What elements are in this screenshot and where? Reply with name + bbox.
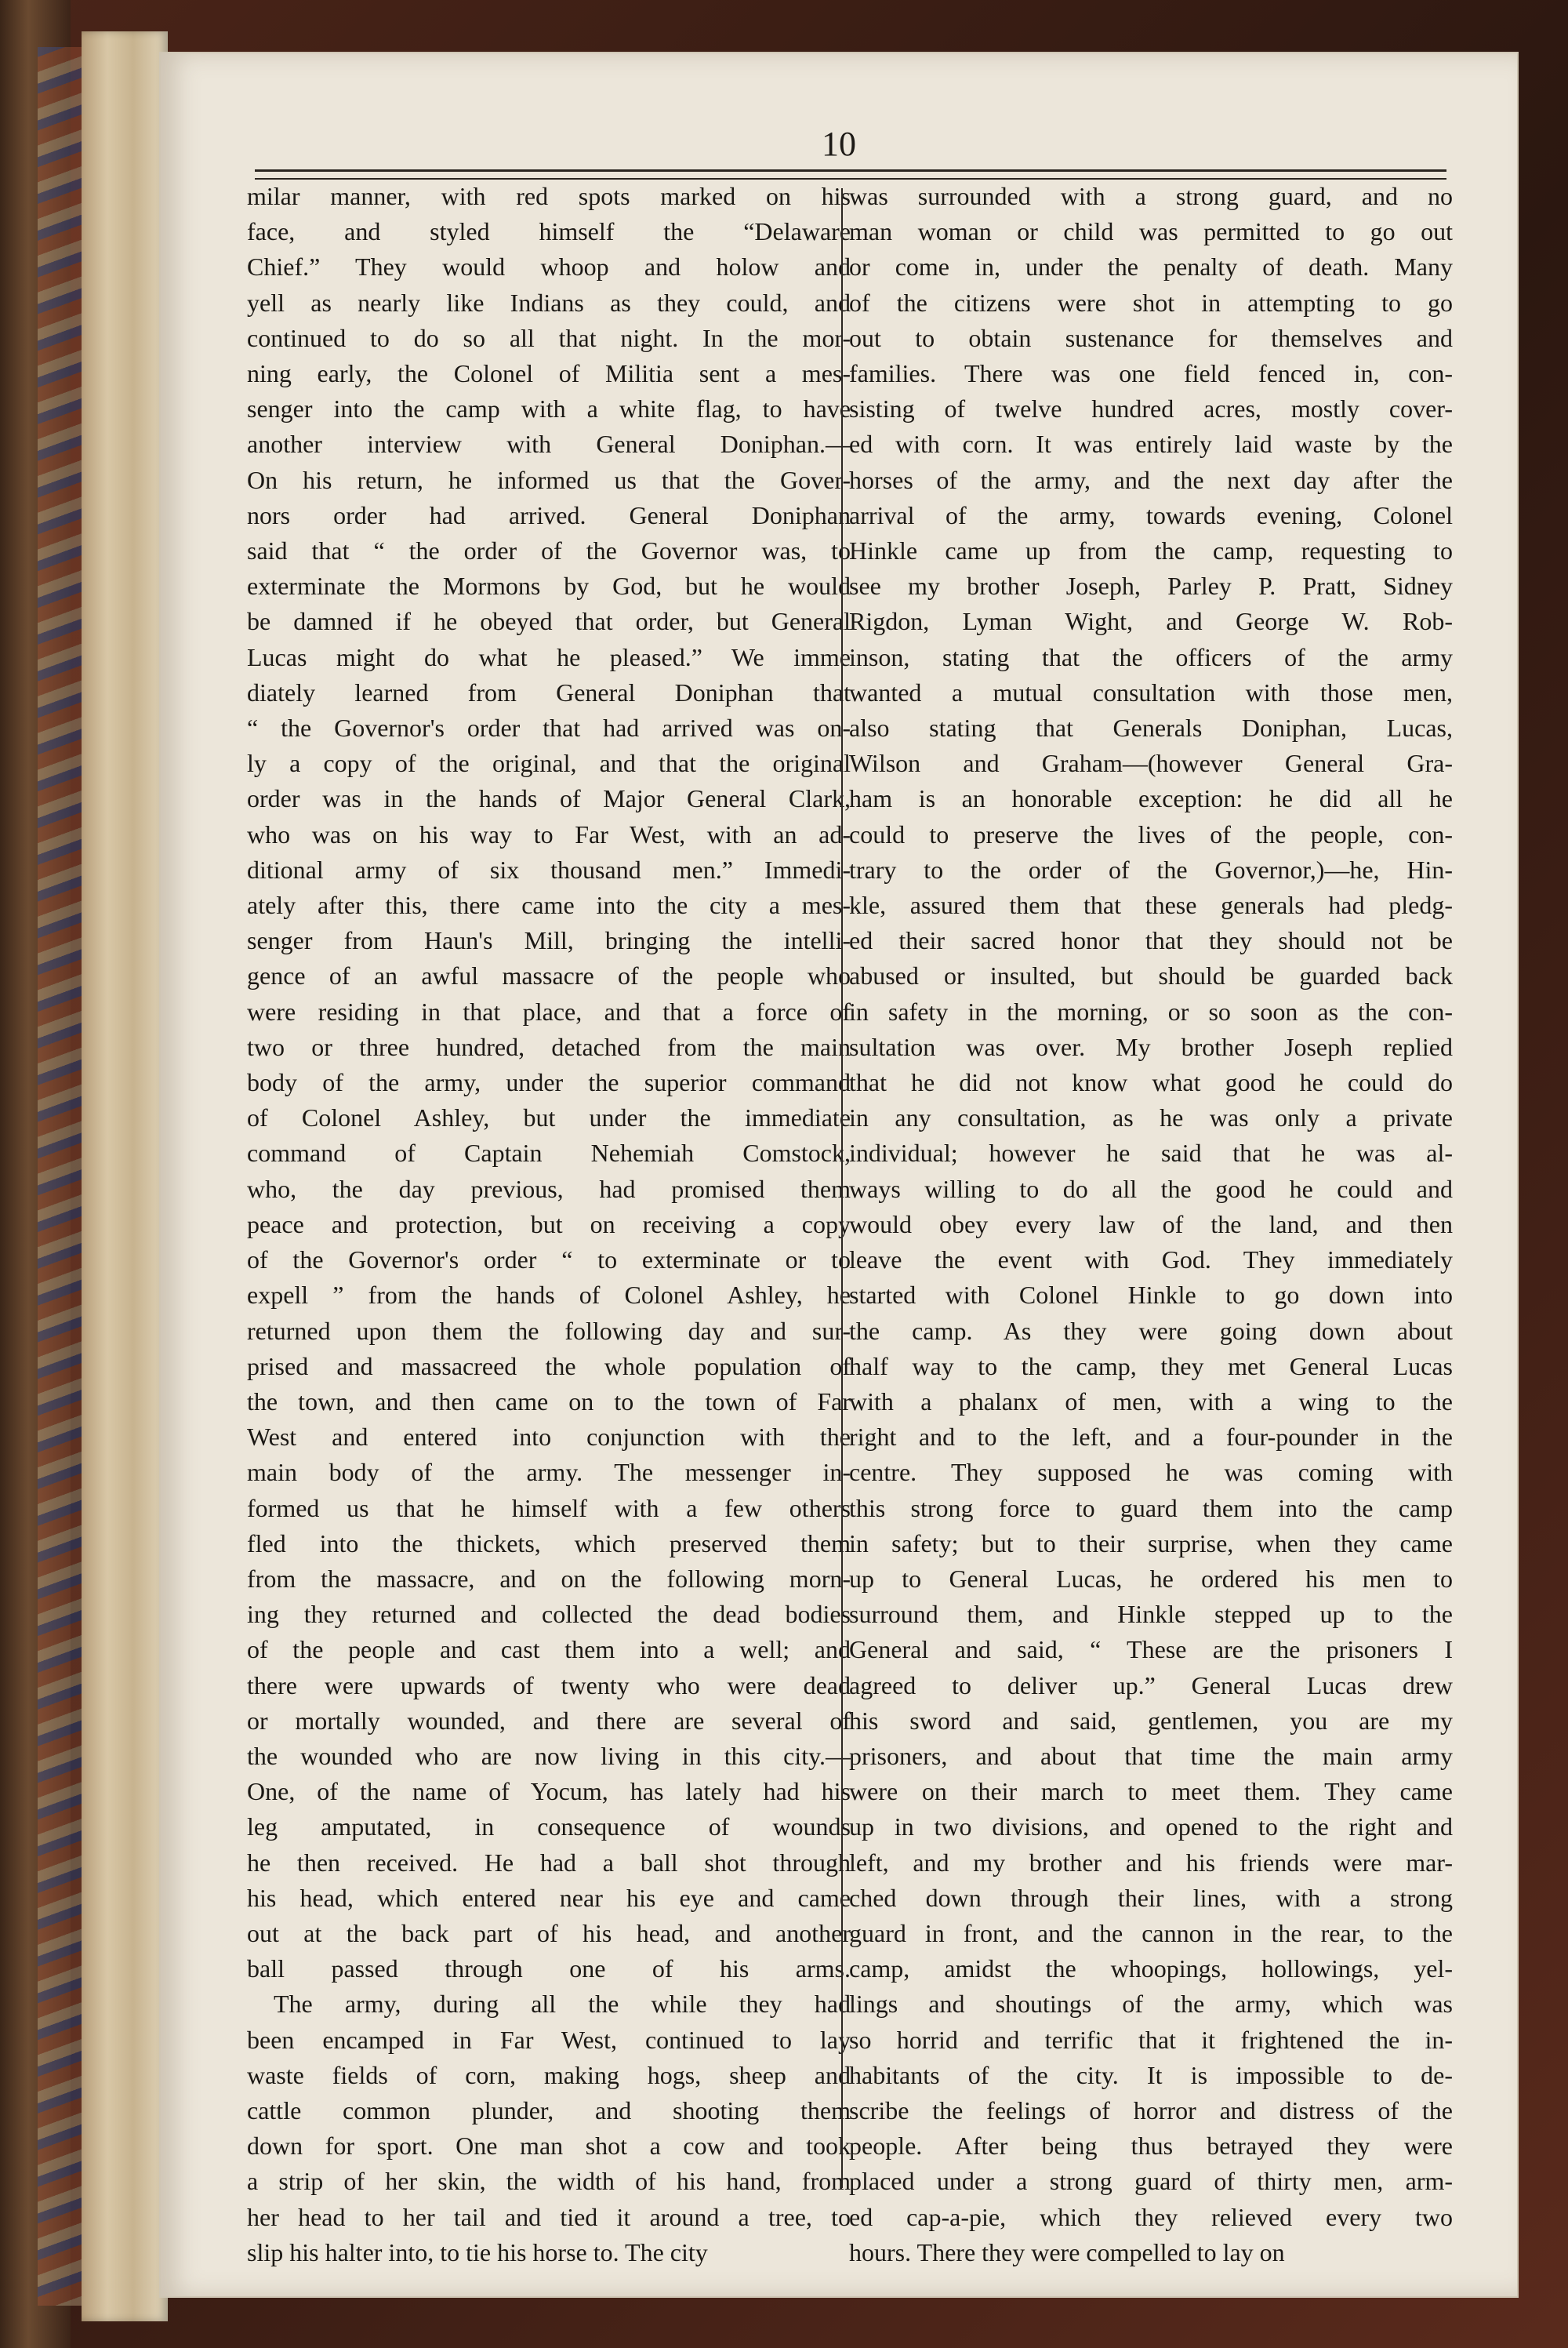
text-line: there were upwards of twenty who were dead — [247, 1670, 851, 1699]
text-line: On his return, he informed us that the Gover- — [247, 465, 851, 494]
text-line: were on their march to meet them. They came — [849, 1777, 1453, 1806]
text-line: abused or insulted, but should be guarded back — [849, 961, 1453, 990]
text-line: senger from Haun's Mill, bringing the intelli- — [247, 926, 851, 955]
text-line: would obey every law of the land, and then — [849, 1209, 1453, 1238]
text-line: out at the back part of his head, and another — [247, 1918, 851, 1947]
text-line: body of the army, under the superior command — [247, 1068, 851, 1097]
text-line: were residing in that place, and that a force of — [247, 997, 851, 1026]
text-line: of the people and cast them into a well; and — [247, 1635, 851, 1664]
text-line: families. There was one field fenced in, con- — [849, 359, 1453, 388]
text-line: the town, and then came on to the town of Far — [247, 1387, 851, 1416]
text-line: peace and protection, but on receiving a copy — [247, 1209, 851, 1238]
text-line: expell ” from the hands of Colonel Ashley, he — [247, 1281, 851, 1310]
text-line: said that “ the order of the Governor was, to — [247, 536, 851, 565]
text-line: ly a copy of the original, and that the original — [247, 749, 851, 778]
text-line: could to preserve the lives of the people, con- — [849, 820, 1453, 849]
text-line: prisoners, and about that time the main army — [849, 1741, 1453, 1770]
text-line: see my brother Joseph, Parley P. Pratt, Sidney — [849, 572, 1453, 601]
text-line: slip his halter into, to tie his horse to. The city — [247, 2237, 708, 2266]
text-line: camp, amidst the whoopings, hollowings, yel- — [849, 1954, 1453, 1983]
text-line: surround them, and Hinkle stepped up to the — [849, 1600, 1453, 1629]
text-line: ched down through their lines, with a strong — [849, 1883, 1453, 1912]
text-line: from the massacre, and on the following morn- — [247, 1564, 851, 1593]
text-line: leave the event with God. They immediately — [849, 1245, 1453, 1274]
text-line: ball passed through one of his arms. — [247, 1954, 851, 1983]
text-line: also stating that Generals Doniphan, Lucas, — [849, 714, 1453, 743]
text-line: who, the day previous, had promised them — [247, 1174, 851, 1203]
text-line: ing they returned and collected the dead bodies — [247, 1600, 851, 1629]
text-line: habitants of the city. It is impossible to de- — [849, 2060, 1453, 2089]
text-line: of the Governor's order “ to exterminate or to — [247, 1245, 851, 1274]
text-line: order was in the hands of Major General Clark, — [247, 784, 851, 813]
text-line: the camp. As they were going down about — [849, 1316, 1453, 1345]
text-line: returned upon them the following day and sur- — [247, 1316, 851, 1345]
text-line: One, of the name of Yocum, has lately had his — [247, 1777, 851, 1806]
text-line: “ the Governor's order that had arrived was on- — [247, 714, 851, 743]
text-line: fled into the thickets, which preserved them — [247, 1528, 851, 1557]
text-line: with a phalanx of men, with a wing to the — [849, 1387, 1453, 1416]
text-line: man woman or child was permitted to go out — [849, 217, 1453, 246]
text-line: trary to the order of the Governor,)—he, Hin- — [849, 855, 1453, 884]
text-line: waste fields of corn, making hogs, sheep and — [247, 2060, 851, 2089]
text-line: down for sport. One man shot a cow and took — [247, 2132, 851, 2161]
text-line: Hinkle came up from the camp, requesting to — [849, 536, 1453, 565]
text-line: been encamped in Far West, continued to lay — [247, 2025, 851, 2054]
text-line: up in two divisions, and opened to the right and — [849, 1812, 1453, 1841]
column-divider — [841, 188, 843, 2188]
text-line: hours. There they were compelled to lay on — [849, 2237, 1285, 2266]
text-line: cattle common plunder, and shooting them — [247, 2095, 851, 2124]
left-column — [247, 179, 851, 2270]
text-line: scribe the feelings of horror and distress of the — [849, 2095, 1453, 2124]
text-line: prised and massacreed the whole population of — [247, 1351, 851, 1380]
text-line: horses of the army, and the next day after the — [849, 465, 1453, 494]
text-line: General and said, “ These are the prisoners I — [849, 1635, 1453, 1664]
text-line: ed their sacred honor that they should not be — [849, 926, 1453, 955]
text-line: in safety; but to their surprise, when they came — [849, 1528, 1453, 1557]
text-line: in any consultation, as he was only a private — [849, 1103, 1453, 1132]
text-line: ham is an honorable exception: he did all he — [849, 784, 1453, 813]
text-line: arrival of the army, towards evening, Colonel — [849, 500, 1453, 529]
text-line: yell as nearly like Indians as they could, and — [247, 288, 851, 317]
text-line: or mortally wounded, and there are several of — [247, 1706, 851, 1735]
text-line: who was on his way to Far West, with an ad- — [247, 820, 851, 849]
text-line: ditional army of six thousand men.” Immedi- — [247, 855, 851, 884]
text-line: sisting of twelve hundred acres, mostly cover- — [849, 394, 1453, 423]
text-line: his head, which entered near his eye and came — [247, 1883, 851, 1912]
text-line: West and entered into conjunction with the — [247, 1423, 851, 1452]
text-line: a strip of her skin, the width of his hand, from — [247, 2167, 851, 2196]
text-line: leg amputated, in consequence of wounds — [247, 1812, 851, 1841]
text-line: of Colonel Ashley, but under the immediate — [247, 1103, 851, 1132]
text-line: The army, during all the while they had — [274, 1990, 851, 2019]
text-line: ways willing to do all the good he could and — [849, 1174, 1453, 1203]
text-line: he then received. He had a ball shot through — [247, 1848, 851, 1877]
page-edges — [82, 31, 168, 2321]
text-line: that he did not know what good he could do — [849, 1068, 1453, 1097]
book-page — [161, 53, 1517, 2296]
text-line: placed under a strong guard of thirty men, arm- — [849, 2167, 1453, 2196]
text-line: people. After being thus betrayed they were — [849, 2132, 1453, 2161]
text-line: centre. They supposed he was coming with — [849, 1458, 1453, 1487]
text-line: lings and shoutings of the army, which was — [849, 1990, 1453, 2019]
text-line: up to General Lucas, he ordered his men to — [849, 1564, 1453, 1593]
text-line: was surrounded with a strong guard, and no — [849, 182, 1453, 210]
text-line: ed with corn. It was entirely laid waste by the — [849, 430, 1453, 459]
text-line: this strong force to guard them into the camp — [849, 1493, 1453, 1522]
text-line: right and to the left, and a four-pounder in the — [849, 1423, 1453, 1452]
text-line: her head to her tail and tied it around a tree, to — [247, 2202, 851, 2231]
text-line: kle, assured them that these generals had pledg- — [849, 891, 1453, 920]
text-line: his sword and said, gentlemen, you are my — [849, 1706, 1453, 1735]
text-line: another interview with General Doniphan.— — [247, 430, 851, 459]
text-line: ning early, the Colonel of Militia sent a mes- — [247, 359, 851, 388]
text-line: be damned if he obeyed that order, but General — [247, 607, 851, 636]
text-line: Rigdon, Lyman Wight, and George W. Rob- — [849, 607, 1453, 636]
text-line: the wounded who are now living in this city.— — [247, 1741, 851, 1770]
text-line: formed us that he himself with a few others — [247, 1493, 851, 1522]
text-line: two or three hundred, detached from the main — [247, 1032, 851, 1061]
text-line: individual; however he said that he was al- — [849, 1139, 1453, 1168]
right-column — [849, 179, 1453, 2270]
text-line: face, and styled himself the “Delaware — [247, 217, 851, 246]
text-line: agreed to deliver up.” General Lucas drew — [849, 1670, 1453, 1699]
text-line: continued to do so all that night. In the mor- — [247, 323, 851, 352]
text-line: diately learned from General Doniphan that — [247, 678, 851, 707]
text-line: started with Colonel Hinkle to go down into — [849, 1281, 1453, 1310]
text-line: ed cap-a-pie, which they relieved every two — [849, 2202, 1453, 2231]
text-line: senger into the camp with a white flag, to have — [247, 394, 851, 423]
text-line: exterminate the Mormons by God, but he would — [247, 572, 851, 601]
text-line: left, and my brother and his friends were mar- — [849, 1848, 1453, 1877]
text-line: sultation was over. My brother Joseph replied — [849, 1032, 1453, 1061]
text-line: in safety in the morning, or so soon as the con- — [849, 997, 1453, 1026]
text-line: ately after this, there came into the city a mes- — [247, 891, 851, 920]
page-number: 10 — [822, 125, 856, 163]
text-line: main body of the army. The messenger in- — [247, 1458, 851, 1487]
text-line: command of Captain Nehemiah Comstock, — [247, 1139, 851, 1168]
text-line: guard in front, and the cannon in the rear, to the — [849, 1918, 1453, 1947]
text-line: wanted a mutual consultation with those men, — [849, 678, 1453, 707]
text-line: gence of an awful massacre of the people who — [247, 961, 851, 990]
text-line: Wilson and Graham—(however General Gra- — [849, 749, 1453, 778]
text-line: milar manner, with red spots marked on his — [247, 182, 851, 210]
text-line: Chief.” They would whoop and holow and — [247, 253, 851, 282]
text-line: Lucas might do what he pleased.” We imme — [247, 642, 851, 671]
text-line: half way to the camp, they met General Lucas — [849, 1351, 1453, 1380]
text-line: inson, stating that the officers of the army — [849, 642, 1453, 671]
text-line: or come in, under the penalty of death. Many — [849, 253, 1453, 282]
text-line: nors order had arrived. General Doniphan — [247, 500, 851, 529]
text-line: of the citizens were shot in attempting to go — [849, 288, 1453, 317]
text-line: so horrid and terrific that it frightened the in- — [849, 2025, 1453, 2054]
text-line: out to obtain sustenance for themselves and — [849, 323, 1453, 352]
